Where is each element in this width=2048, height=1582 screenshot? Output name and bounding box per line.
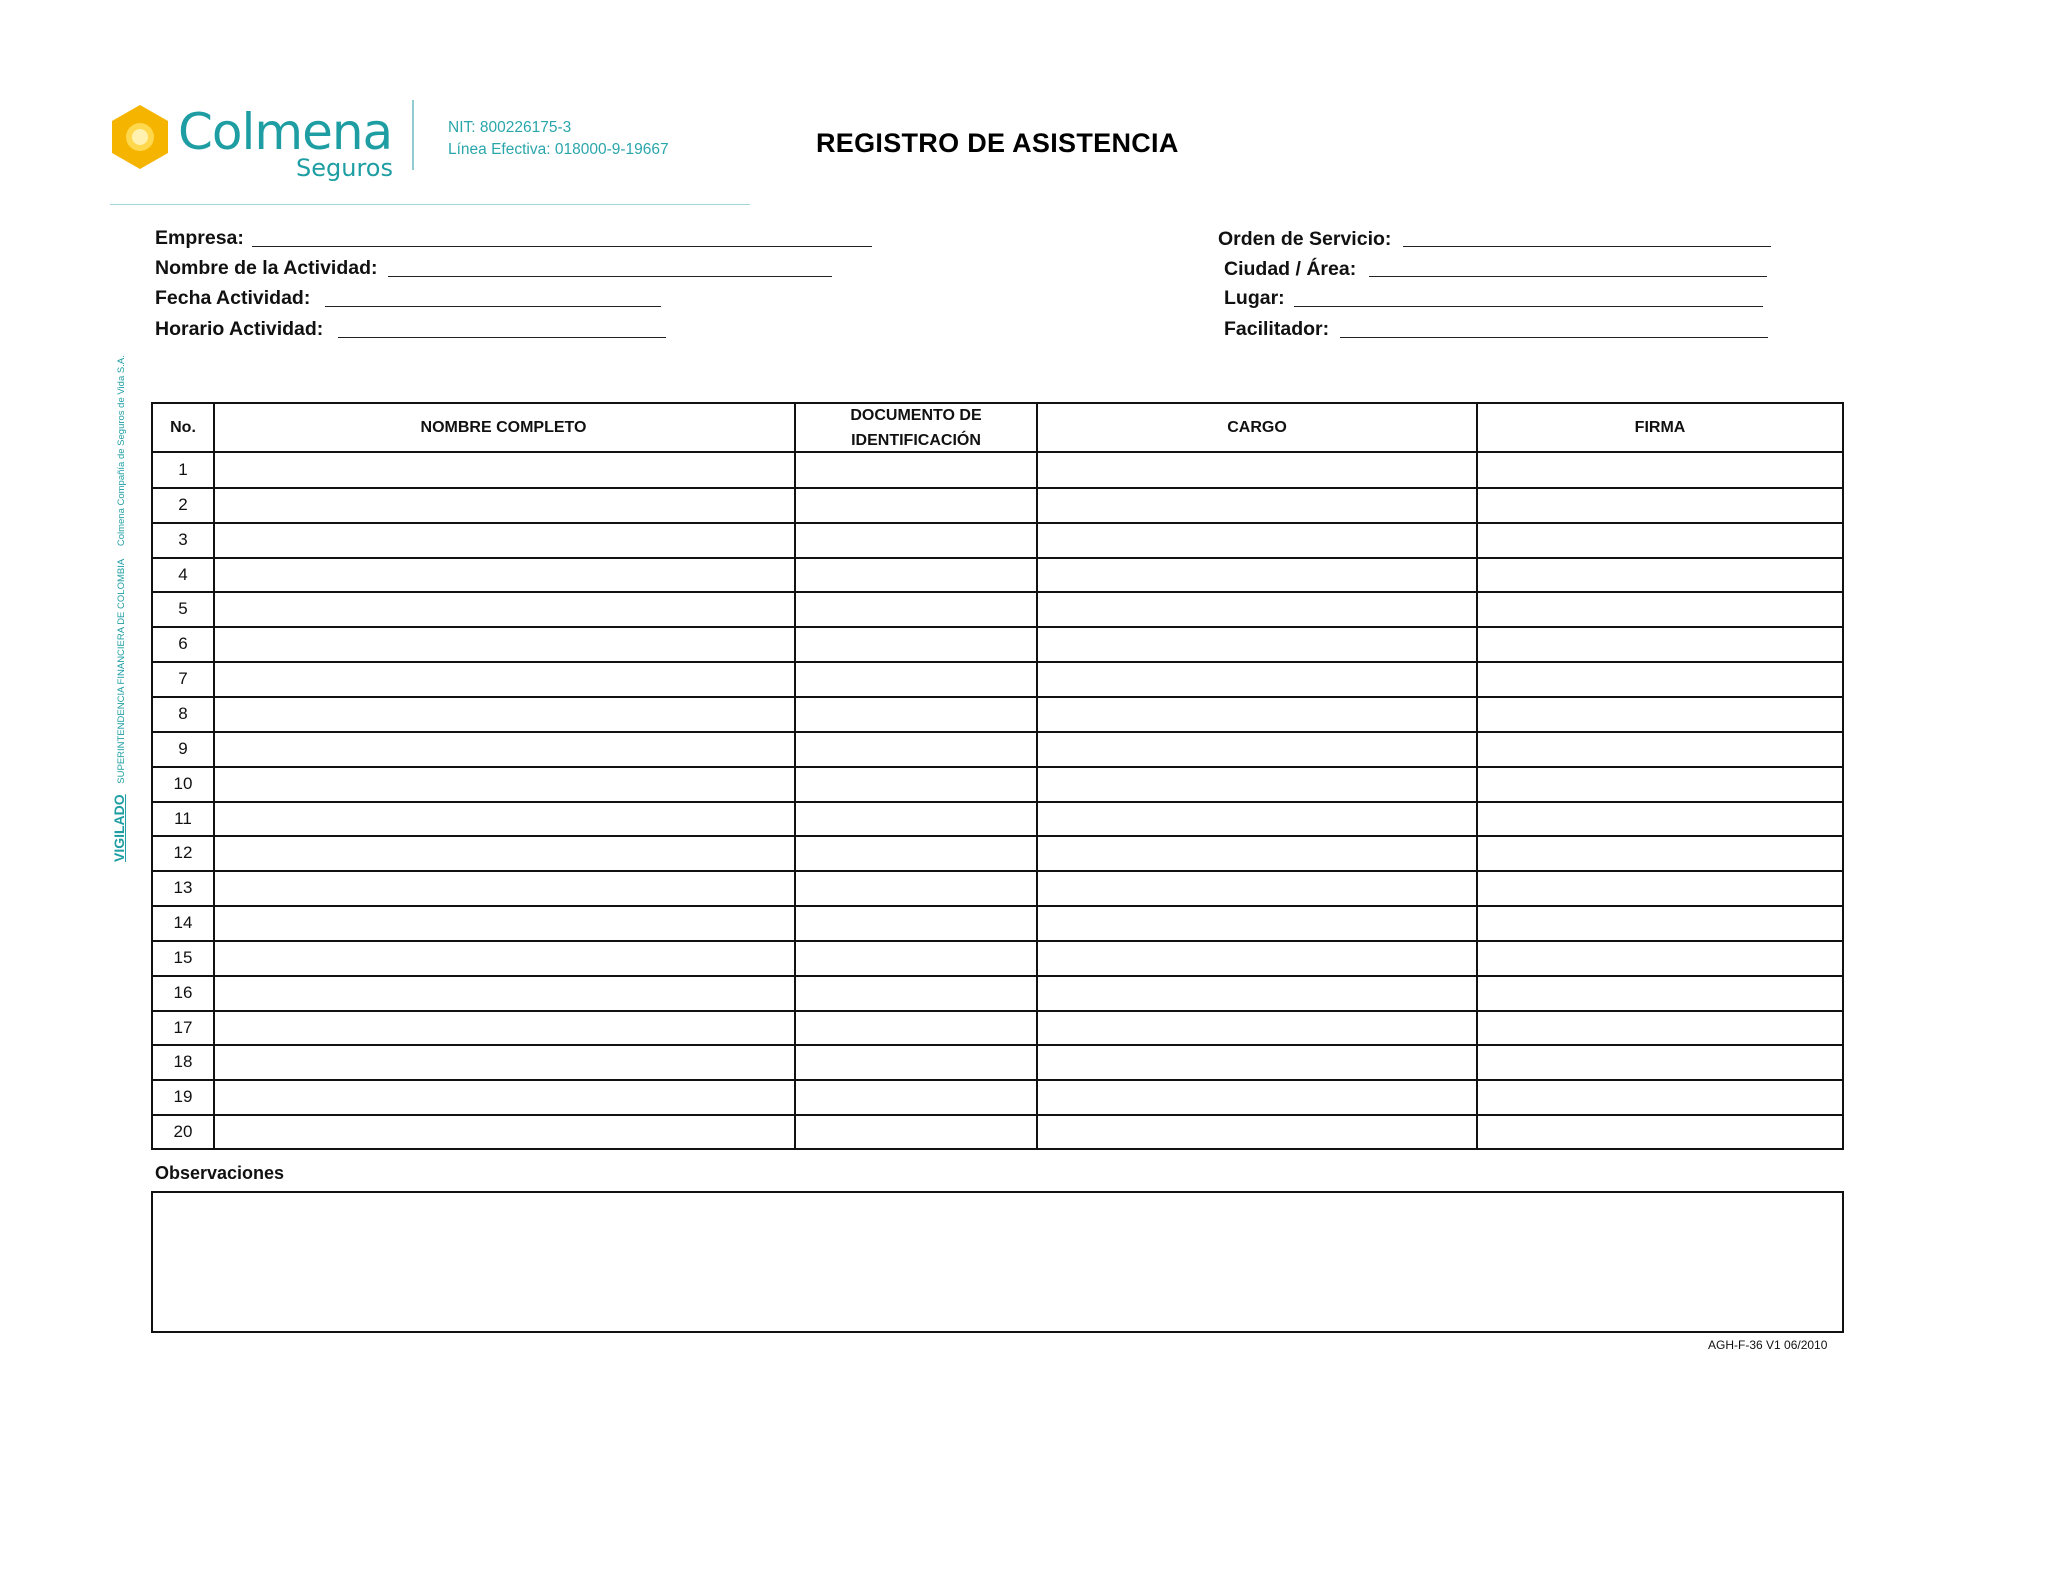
linea-efectiva-text: Línea Efectiva: 018000-9-19667 xyxy=(448,141,669,158)
column-header-nombre: NOMBRE COMPLETO xyxy=(420,419,587,436)
column-divider xyxy=(794,402,796,1150)
column-header-no: No. xyxy=(170,419,196,436)
row-number: 8 xyxy=(178,703,188,723)
row-number: 2 xyxy=(178,494,188,514)
row-divider xyxy=(151,975,1844,977)
row-number: 15 xyxy=(173,947,193,967)
observaciones-label: Observaciones xyxy=(155,1163,285,1183)
orden-servicio-field[interactable] xyxy=(1403,246,1771,247)
row-divider xyxy=(151,487,1844,489)
row-number: 6 xyxy=(178,634,188,654)
empresa-field[interactable] xyxy=(252,246,872,247)
nit-text: NIT: 800226175-3 xyxy=(448,119,572,136)
header-underline xyxy=(110,204,750,205)
nombre-actividad-field[interactable] xyxy=(388,276,832,277)
facilitador-label: Facilitador: xyxy=(1224,318,1330,340)
header-divider-line xyxy=(151,451,1844,453)
row-number: 11 xyxy=(174,808,192,828)
row-divider xyxy=(151,766,1844,768)
row-number: 7 xyxy=(178,669,188,689)
horario-actividad-label: Horario Actividad: xyxy=(155,318,324,340)
row-number: 17 xyxy=(173,1017,193,1037)
orden-servicio-label: Orden de Servicio: xyxy=(1218,228,1392,250)
superintendencia-label: SUPERINTENDENCIA FINANCIERA DE COLOMBIA xyxy=(116,558,127,784)
column-divider xyxy=(1036,402,1038,1150)
lugar-label: Lugar: xyxy=(1224,287,1285,309)
form-code: AGH-F-36 V1 06/2010 xyxy=(1708,1338,1828,1352)
row-divider xyxy=(151,870,1844,872)
row-divider xyxy=(151,522,1844,524)
row-divider xyxy=(151,731,1844,733)
fecha-actividad-field[interactable] xyxy=(325,306,661,307)
lugar-field[interactable] xyxy=(1294,306,1763,307)
facilitador-field[interactable] xyxy=(1340,337,1768,338)
row-divider xyxy=(151,835,1844,837)
row-divider xyxy=(151,591,1844,593)
row-number: 20 xyxy=(173,1122,193,1142)
row-divider xyxy=(151,626,1844,628)
column-header-firma: FIRMA xyxy=(1634,419,1686,436)
nombre-actividad-label: Nombre de la Actividad: xyxy=(155,257,378,279)
row-divider xyxy=(151,940,1844,942)
row-divider xyxy=(151,1044,1844,1046)
column-divider xyxy=(1476,402,1478,1150)
row-number: 14 xyxy=(173,913,193,933)
page-title: REGISTRO DE ASISTENCIA xyxy=(816,128,1179,158)
company-contact xyxy=(448,117,669,161)
vigilado-label: VIGILADO xyxy=(111,794,127,862)
row-number: 4 xyxy=(178,564,188,584)
row-number: 12 xyxy=(173,843,193,863)
row-number: 3 xyxy=(178,529,188,549)
hexagon-sun-icon xyxy=(110,104,170,170)
column-header-cargo: CARGO xyxy=(1227,419,1287,436)
row-number: 10 xyxy=(173,773,193,793)
attendance-table xyxy=(151,402,1844,1150)
brand-subtitle: Seguros xyxy=(296,154,393,182)
row-divider xyxy=(151,905,1844,907)
row-number: 18 xyxy=(173,1052,193,1072)
column-divider xyxy=(213,402,215,1150)
row-number: 19 xyxy=(173,1087,193,1107)
observaciones-textarea[interactable] xyxy=(151,1191,1844,1333)
ciudad-area-label: Ciudad / Área: xyxy=(1224,258,1357,280)
row-divider xyxy=(151,1010,1844,1012)
row-divider xyxy=(151,801,1844,803)
row-divider xyxy=(151,696,1844,698)
row-divider xyxy=(151,661,1844,663)
row-divider xyxy=(151,1079,1844,1081)
row-number: 1 xyxy=(178,460,188,479)
company-legal-name: Colmena Compañía de Seguros de Vida S.A. xyxy=(116,355,127,547)
colmena-logo xyxy=(110,102,400,192)
fecha-actividad-label: Fecha Actividad: xyxy=(155,287,311,309)
brand-name: Colmena xyxy=(178,103,393,161)
row-number: 9 xyxy=(178,738,188,758)
row-number: 13 xyxy=(173,878,193,898)
header-divider xyxy=(412,100,414,170)
empresa-label: Empresa: xyxy=(155,227,244,249)
row-divider xyxy=(151,1114,1844,1116)
column-header-documento: DOCUMENTO DE IDENTIFICACIÓN xyxy=(850,406,982,449)
row-number: 5 xyxy=(178,599,188,619)
row-divider xyxy=(151,557,1844,559)
ciudad-area-field[interactable] xyxy=(1369,276,1767,277)
row-number: 16 xyxy=(173,982,193,1002)
horario-actividad-field[interactable] xyxy=(338,337,666,338)
vigilado-side-text xyxy=(111,355,140,862)
